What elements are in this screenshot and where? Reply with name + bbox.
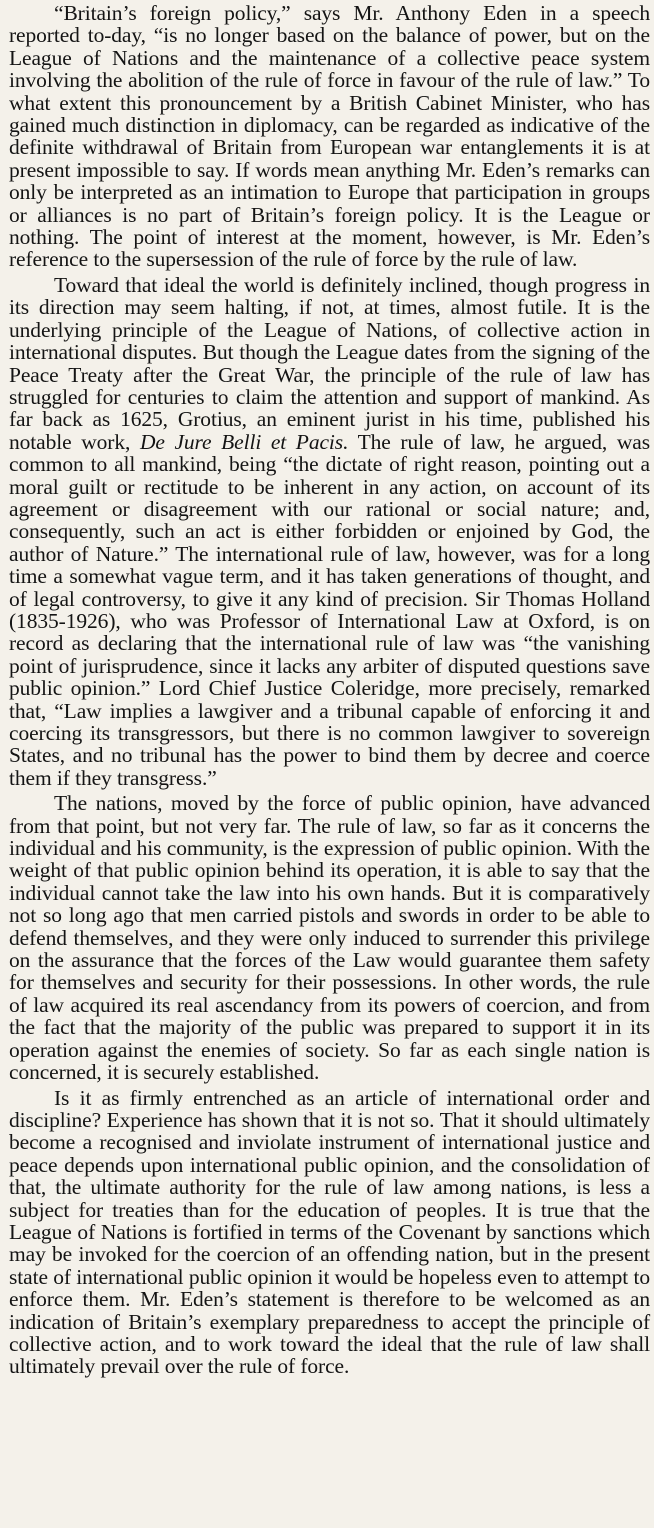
paragraph-3-text: The nations, moved by the force of public opinion, have advanced from that point, but not very far. The rule of law, so far as it concerns the individual and his community, is the expression of public opinion. With the weight of that public opinion behind its operation, it is able to say that the individual cannot take the law into his own hands. But it is comparatively not so long ago that men carried pistols and swords in order to be able to defend themselves, and they were only induced to surrender this privilege on the assurance that the forces of the Law would guarantee them safety for themselves and security for their possessions. In other words, the rule of law acquired its real ascendancy from its powers of coercion, and from the fact that the majority of the public was prepared to support it in its operation against the enemies of society. So far as each single nation is concerned, it is securely established. — [9, 791, 650, 1085]
paragraph-4-text: Is it as firmly entrenched as an article of international order and discipline? Experience has shown that it is not so. That it should ultimately become a recognised and inviolate instrument of international justice and peace depends upon international public opinion, and the consolidation of that, the ultimate authority for the rule of law among nations, is less a subject for treaties than for the education of peoples. It is true that the League of Nations is fortified in terms of the Covenant by sanctions which may be invoked for the coercion of an offending nation, but in the present state of international public opinion it would be hopeless even to attempt to enforce them. Mr. Eden’s statement is therefore to be welcomed as an indication of Britain’s exemplary preparedness to accept the principle of collective action, and to work toward the ideal that the rule of law shall ultimately prevail over the rule of force. — [9, 1085, 650, 1379]
paragraph-1 — [9, 2, 650, 271]
book-title: De Jure Belli et Pacis. — [139, 429, 349, 454]
paragraph-2-text-b: The rule of law, he argued, was common to all mankind, being “the dictate of right reason, pointing out a moral guilt or rectitude to be inherent in any action, on account of its agreement or disagreement with our rational or social nature; and, consequently, such an act is either forbidden or enjoined by God, the author of Nature.” The international rule of law, however, was for a long time a somewhat vague term, and it has taken generations of thought, and of legal controversy, to give it any kind of precision. Sir Thomas Holland (1835-1926), who was Professor of International Law at Oxford, is on record as declaring that the international rule of law was “the vanishing point of jurisprudence, since it lacks any arbiter of disputed questions save public opinion.” Lord Chief Justice Coleridge, more precisely, remarked that, “Law implies a lawgiver and a tribunal capable of enforcing it and coercing its transgressors, but there is no common lawgiver to sovereign States, and no tribunal has the power to bind them by decree and coerce them if they transgress.” — [9, 429, 650, 790]
paragraph-1-text: “Britain’s foreign policy,” says Mr. Anthony Eden in a speech reported to-day, “is no longer based on the balance of power, but on the League of Nations and the maintenance of a collective peace system involving the abolition of the rule of force in favour of the rule of law.” To what extent this pronouncement by a British Cabinet Minister, who has gained much distinction in diplomacy, can be regarded as indicative of the definite withdrawal of Britain from European war entanglements it is at present impossible to say. If words mean anything Mr. Eden’s remarks can only be interpreted as an intimation to Europe that participation in groups or alliances is no part of Britain’s foreign policy. It is the League or nothing. The point of interest at the moment, however, is Mr. Eden’s reference to the supersession of the rule of force by the rule of law. — [9, 1, 650, 272]
paragraph-4 — [9, 1087, 650, 1378]
article-body — [9, 2, 650, 1378]
paragraph-2 — [9, 274, 650, 789]
paragraph-3 — [9, 792, 650, 1083]
paragraph-2-text-a: Toward that ideal the world is definitely inclined, though progress in its direction may seem halting, if not, at times, almost futile. It is the underlying principle of the League of Nations, of collective action in international disputes. But though the League dates from the signing of the Peace Treaty after the Great War, the principle of the rule of law has struggled for centuries to claim the attention and support of mankind. As far back as 1625, Grotius, an eminent jurist in his time, published his notable work, — [9, 272, 650, 454]
